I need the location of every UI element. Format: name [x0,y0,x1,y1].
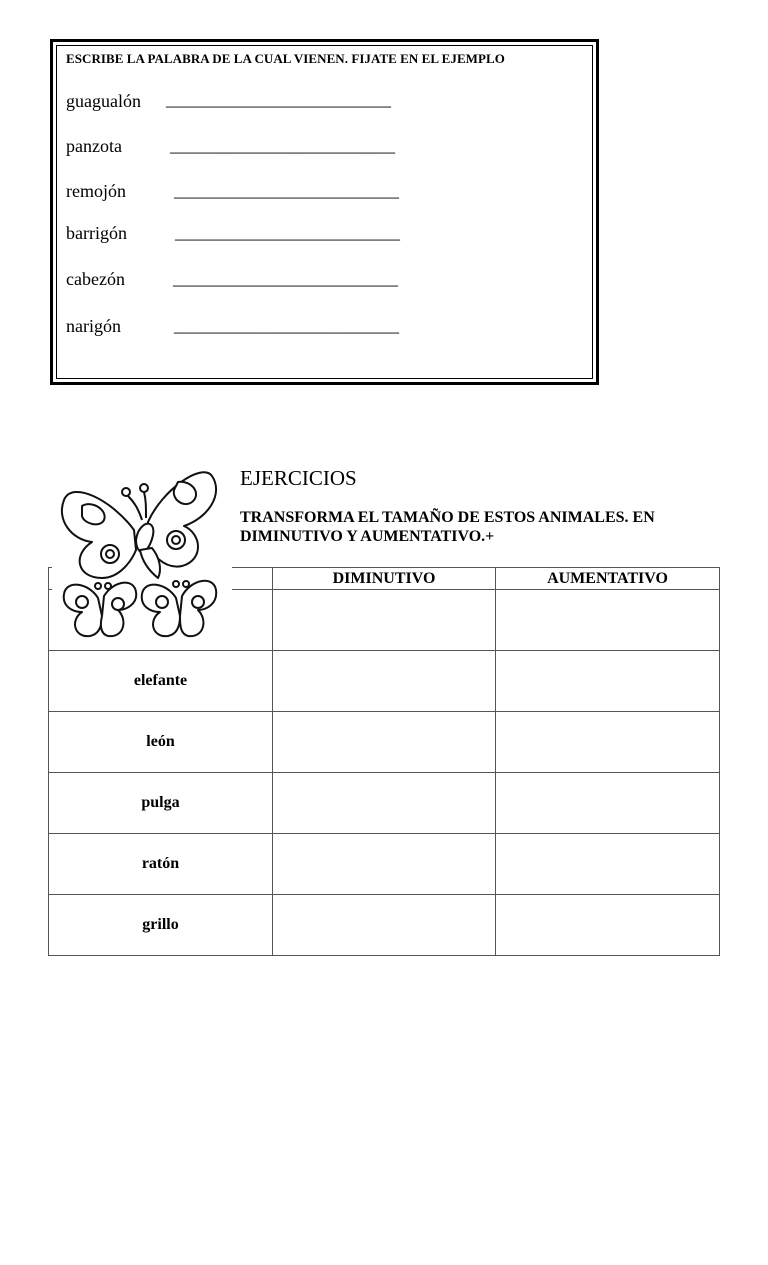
diminutivo-cell[interactable] [273,651,496,712]
answer-line[interactable]: _________________________ [173,268,398,288]
exercises-instruction: TRANSFORMA EL TAMAÑO DE ESTOS ANIMALES. EN DIMINUTIVO Y AUMENTATIVO.+ [240,509,655,545]
diminutivo-cell[interactable] [273,712,496,773]
animal-cell: ratón [49,834,273,895]
animal-cell: grillo [49,895,273,956]
header-diminutivo: DIMINUTIVO [273,568,496,590]
butterflies-illustration [52,460,232,650]
word-barrigon: barrigón [66,223,127,243]
table-row [49,712,720,773]
diminutivo-cell[interactable] [273,834,496,895]
animal-cell: pulga [49,773,273,834]
word-origin-box [50,39,599,385]
aumentativo-cell[interactable] [496,651,720,712]
answer-line[interactable]: _________________________ [174,315,399,335]
aumentativo-cell[interactable] [496,895,720,956]
butterflies-icon [52,460,232,650]
aumentativo-cell[interactable] [496,590,720,651]
table-row [49,834,720,895]
box-title: ESCRIBE LA PALABRA DE LA CUAL VIENEN. FIJATE EN EL EJEMPLO [66,51,505,66]
word-cabezon: cabezón [66,269,125,289]
diminutivo-cell[interactable] [273,590,496,651]
word-panzota: panzota [66,136,122,156]
aumentativo-cell[interactable] [496,712,720,773]
answer-line[interactable]: _________________________ [175,222,400,242]
animal-cell: león [49,712,273,773]
animal-cell: elefante [49,651,273,712]
aumentativo-cell[interactable] [496,773,720,834]
header-aumentativo: AUMENTATIVO [496,568,720,590]
table-row [49,895,720,956]
table-row [49,773,720,834]
word-narigon: narigón [66,316,121,336]
diminutivo-cell[interactable] [273,895,496,956]
answer-line[interactable]: _________________________ [166,89,391,109]
diminutivo-cell[interactable] [273,773,496,834]
exercises-title: EJERCICIOS [240,466,357,490]
word-remojon: remojón [66,181,126,201]
answer-line[interactable]: _________________________ [174,180,399,200]
word-guagualon: guagualón [66,91,141,111]
table-row [49,651,720,712]
aumentativo-cell[interactable] [496,834,720,895]
answer-line[interactable]: _________________________ [170,135,395,155]
